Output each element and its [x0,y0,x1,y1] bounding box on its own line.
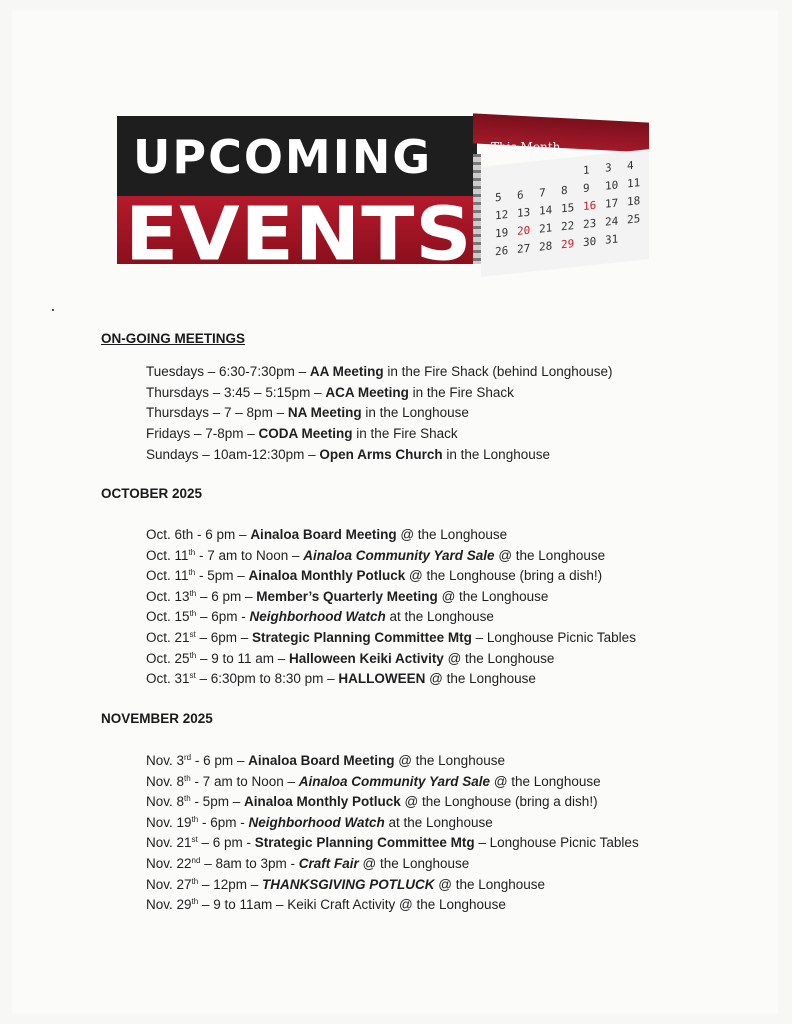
calendar-day: 10 [605,178,619,193]
event-date-suffix: th [189,588,197,598]
event-location: @ the Longhouse [394,753,505,768]
event-date-suffix: th [191,897,199,907]
event-name: Ainaloa Community Yard Sale [303,547,495,563]
item-schedule: Thursdays – 3:45 – 5:15pm – [146,384,326,400]
event-name: Ainaloa Board Meeting [248,753,395,768]
november-heading: NOVEMBER 2025 [101,711,213,726]
item-event-name: AA Meeting [309,364,384,379]
event-date: Oct. 15 [146,609,190,625]
event-time: - 6pm - [198,814,249,830]
event-date-suffix: th [191,814,199,824]
event-location: at the Longhouse [385,609,494,625]
calendar-day: 30 [583,234,597,250]
event-time: – 8am to 3pm - [200,856,299,871]
october-event-item [146,609,494,624]
event-location: @ the Longhouse (bring a dish!) [400,794,598,810]
event-date: Nov. 22 [146,856,192,871]
calendar-day: 4 [627,158,634,173]
event-time: - 6 pm – [193,527,251,542]
calendar-day: 13 [517,205,531,221]
item-location: in the Fire Shack [408,384,514,400]
calendar-day: 27 [517,241,531,257]
item-event-name: NA Meeting [287,405,362,421]
ongoing-item [146,447,550,462]
calendar-day [539,166,561,181]
event-time: – 6 pm - [197,835,255,851]
event-date-suffix: th [189,609,197,619]
event-date: Oct. 6th [146,527,194,542]
event-date-suffix: st [191,835,198,845]
calendar-day: 26 [495,243,509,259]
events-clip [117,196,477,276]
calendar-title: This Month [491,140,561,154]
calendar-day: 25 [627,212,641,227]
event-date-suffix: rd [184,753,192,762]
item-event-name: Open Arms Church [319,446,443,462]
calendar-day: 29 [561,237,575,252]
calendar-day: 17 [605,196,619,211]
item-schedule: Fridays – 7-8pm – [146,426,259,442]
november-event-item [146,835,639,850]
calendar-day: 31 [605,232,619,247]
october-event-item [146,568,602,583]
event-location: @ the Longhouse [396,527,508,542]
item-location: in the Longhouse [361,405,469,421]
event-date-suffix: th [188,547,196,557]
event-date: Oct. 11 [146,568,189,584]
calendar-day [561,164,583,179]
calendar-day: 5 [495,190,502,205]
november-event-item [146,753,505,768]
event-date: Nov. 19 [146,814,192,830]
calendar-day: 16 [583,198,597,214]
upcoming-events-banner [117,112,667,302]
event-date: Oct. 11 [146,547,189,563]
calendar-day [495,171,517,186]
item-location: in the Fire Shack [352,426,458,442]
event-time: – 9 to 11am – Keiki Craft Activity @ the Longhouse [198,897,506,913]
calendar-day: 18 [627,194,641,209]
item-schedule: Sundays – 10am-12:30pm – [146,446,320,462]
event-time: – 6pm – [195,630,253,645]
event-date: Nov. 8 [146,794,185,810]
ongoing-item [146,385,514,400]
event-location: – Longhouse Picnic Tables [474,835,639,851]
ongoing-item [146,364,613,379]
event-name: Neighborhood Watch [248,814,385,830]
event-date: Oct. 21 [146,630,190,645]
calendar-day: 11 [627,176,641,191]
event-name: Neighborhood Watch [249,609,386,625]
calendar-day: 12 [495,207,509,223]
november-event-item [146,856,469,871]
event-date-suffix: th [189,650,197,660]
calendar-rings [473,154,481,264]
event-location: @ the Longhouse [490,773,601,789]
calendar-day: 3 [605,161,612,175]
calendar-day: 14 [539,203,553,218]
event-date: Nov. 29 [146,897,192,913]
event-date-suffix: th [184,773,191,783]
calendar-day: 6 [517,188,524,203]
event-time: – 6 pm – [196,588,257,604]
event-date-suffix: th [184,794,191,804]
event-date: Oct. 31 [146,671,190,687]
event-name: Ainaloa Board Meeting [250,527,397,542]
event-name: Strategic Planning Committee Mtg [252,630,472,645]
calendar-day: 24 [605,214,619,229]
event-time: – 9 to 11 am – [196,650,290,666]
event-date-suffix: nd [191,856,201,865]
event-date-suffix: th [191,876,199,886]
event-date-suffix: st [189,630,196,639]
event-location: @ the Longhouse [494,547,606,563]
event-name: Ainaloa Community Yard Sale [298,773,491,789]
november-event-item [146,877,545,892]
october-event-item [146,671,536,686]
october-event-item [146,527,507,542]
ongoing-item [146,426,458,441]
event-date: Nov. 3 [146,753,185,768]
event-name: THANKSGIVING POTLUCK [262,876,435,892]
calendar-graphic [473,118,649,268]
calendar-day: 9 [583,181,590,196]
events-text: EVENTS [125,196,473,276]
calendar-day: 19 [495,225,509,241]
november-event-item [146,774,601,789]
event-time: – 6pm - [196,609,250,625]
event-name: Member’s Quarterly Meeting [256,588,438,604]
event-time: - 5pm – [190,794,244,810]
october-event-item [146,589,548,604]
event-location: @ the Longhouse [443,650,555,666]
event-time: - 7 am to Noon – [190,773,299,789]
calendar-day: 1 [583,163,590,178]
event-name: Ainaloa Monthly Potluck [248,568,406,584]
event-name: Strategic Planning Committee Mtg [254,835,475,851]
calendar-day [517,169,539,184]
event-time: – 12pm – [198,876,262,892]
calendar-day: 21 [539,221,553,236]
event-location: @ the Longhouse [434,876,546,892]
october-event-item [146,630,636,645]
event-time: - 7 am to Noon – [195,547,304,563]
ongoing-heading: ON-GOING MEETINGS [101,331,246,346]
event-location: at the Longhouse [384,814,493,830]
item-event-name: ACA Meeting [325,384,409,400]
event-time: - 5pm – [195,568,249,584]
event-name: Ainaloa Monthly Potluck [243,794,401,810]
upcoming-box [117,116,477,196]
calendar-page [481,149,649,277]
october-event-item [146,548,605,563]
october-heading: OCTOBER 2025 [101,486,203,501]
event-date: Nov. 8 [146,773,185,789]
event-name: HALLOWEEN [338,671,426,687]
calendar-day: 15 [561,201,575,216]
item-location: in the Fire Shack (behind Longhouse) [383,364,613,379]
calendar-day: 8 [561,183,568,198]
calendar-day-grid [495,157,649,258]
scan-speck [52,309,54,311]
event-location: @ the Longhouse (bring a dish!) [405,568,603,584]
event-date: Nov. 27 [146,876,192,892]
item-location: in the Longhouse [442,446,550,462]
item-schedule: Thursdays – 7 – 8pm – [146,405,288,421]
item-schedule: Tuesdays – 6:30-7:30pm – [146,364,310,379]
calendar-day: 7 [539,186,546,200]
event-location: @ the Longhouse [425,671,536,687]
calendar-day: 23 [583,216,597,232]
event-location: – Longhouse Picnic Tables [471,630,636,645]
event-time: - 6 pm – [191,753,249,768]
upcoming-text: UPCOMING [133,130,433,184]
event-location: @ the Longhouse [358,856,470,871]
october-event-item [146,651,554,666]
event-date-suffix: th [188,568,196,578]
event-date: Oct. 25 [146,650,190,666]
calendar-day [627,229,649,244]
event-date-suffix: st [189,671,196,681]
event-name: Halloween Keiki Activity [289,650,444,666]
calendar-day: 28 [539,239,553,254]
event-time: – 6:30pm to 8:30 pm – [195,671,339,687]
calendar-day: 22 [561,219,575,234]
item-event-name: CODA Meeting [258,426,353,442]
ongoing-item [146,405,469,420]
november-event-item [146,897,506,912]
november-event-item [146,815,493,830]
november-event-item [146,794,598,809]
calendar-day: 20 [517,223,531,239]
event-name: Craft Fair [298,856,359,871]
event-date: Oct. 13 [146,588,190,604]
event-date: Nov. 21 [146,835,192,851]
event-location: @ the Longhouse [437,588,549,604]
